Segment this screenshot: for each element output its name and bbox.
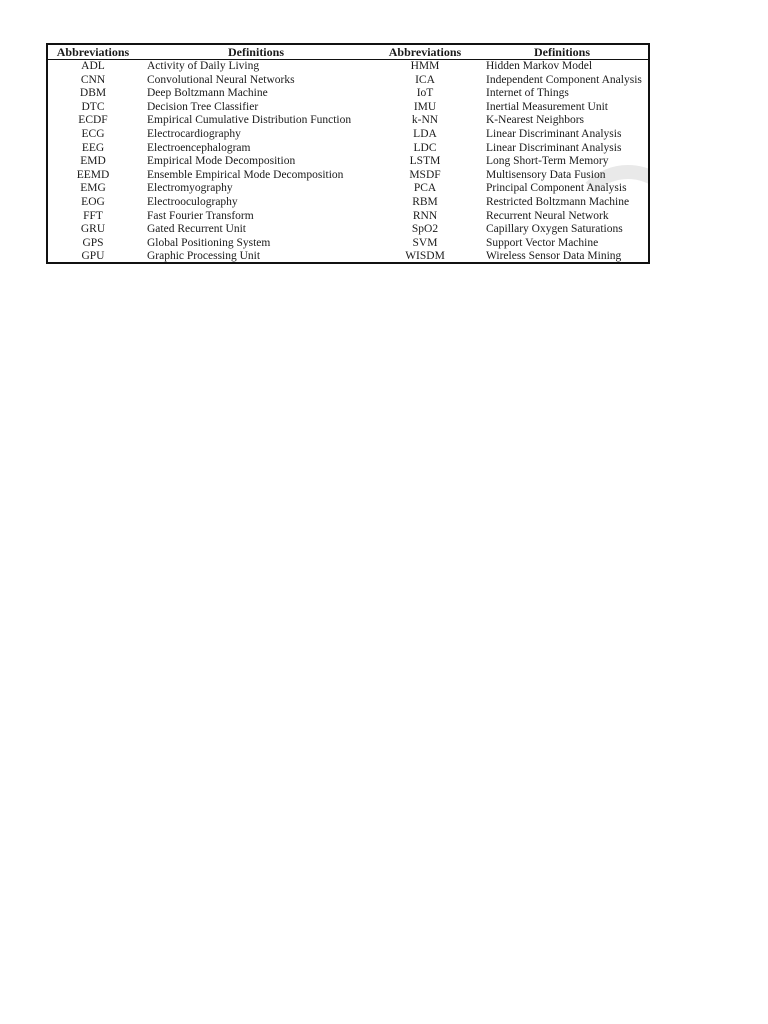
abbreviation-cell: SpO2: [411, 223, 439, 236]
table-row: [48, 210, 648, 224]
abbreviation-cell: GRU: [80, 223, 106, 236]
abbreviation-cell: EEG: [81, 141, 105, 154]
definition-cell: Electroencephalogram: [147, 141, 251, 154]
abbreviation-cell: LDA: [413, 127, 437, 140]
definition-cell: Graphic Processing Unit: [147, 250, 261, 263]
abbreviation-cell: FFT: [83, 209, 103, 222]
definition-cell: Fast Fourier Transform: [147, 209, 254, 222]
definition-cell: Convolutional Neural Networks: [147, 73, 295, 86]
definition-cell: Linear Discriminant Analysis: [486, 127, 622, 140]
table-row: [48, 155, 648, 169]
table-row: [48, 87, 648, 101]
definition-cell: Hidden Markov Model: [486, 60, 593, 72]
table-row: [48, 237, 648, 251]
table-row: [48, 250, 648, 263]
abbreviation-cell: CNN: [80, 73, 106, 86]
table-row: [48, 101, 648, 115]
definition-cell: Recurrent Neural Network: [486, 209, 609, 222]
abbreviation-cell: EOG: [81, 195, 105, 208]
abbreviation-cell: WISDM: [405, 250, 445, 263]
definition-cell: Internet of Things: [486, 87, 569, 100]
definition-cell: Principal Component Analysis: [486, 182, 627, 195]
definition-cell: Decision Tree Classifier: [147, 100, 259, 113]
definition-cell: Inertial Measurement Unit: [486, 100, 608, 113]
abbreviation-cell: IoT: [416, 87, 434, 100]
definition-cell: Long Short-Term Memory: [486, 155, 609, 168]
definition-cell: Electrocardiography: [147, 127, 241, 140]
abbreviation-cell: HMM: [410, 60, 440, 72]
abbreviation-cell: RNN: [412, 209, 438, 222]
table-row: [48, 128, 648, 142]
abbreviation-cell: ADL: [81, 60, 105, 72]
definition-cell: Empirical Mode Decomposition: [147, 155, 296, 168]
abbreviation-cell: GPU: [81, 250, 105, 263]
abbreviation-cell: SVM: [412, 236, 438, 249]
table-body: [48, 60, 648, 264]
table-row: [48, 223, 648, 237]
table-row: [48, 169, 648, 183]
table-row: [48, 114, 648, 128]
abbreviation-cell: PCA: [413, 182, 437, 195]
abbreviation-cell: RBM: [412, 195, 438, 208]
definition-cell: Deep Boltzmann Machine: [147, 87, 268, 100]
definition-cell: Gated Recurrent Unit: [147, 223, 246, 236]
header-definitions-1: Definitions: [138, 45, 374, 60]
table-row: [48, 60, 648, 74]
definition-cell: Linear Discriminant Analysis: [486, 141, 622, 154]
header-abbreviations-2: Abbreviations: [374, 45, 476, 60]
header-abbreviations-1: Abbreviations: [48, 45, 138, 60]
abbreviation-cell: GPS: [82, 236, 104, 249]
definition-cell: Wireless Sensor Data Mining: [486, 250, 622, 263]
definition-cell: Independent Component Analysis: [486, 73, 642, 86]
definition-cell: Multisensory Data Fusion: [486, 168, 606, 181]
definition-cell: Ensemble Empirical Mode Decomposition: [147, 168, 344, 181]
definition-cell: Empirical Cumulative Distribution Function: [147, 114, 352, 127]
abbreviation-cell: DTC: [81, 100, 105, 113]
abbreviation-cell: ICA: [415, 73, 435, 86]
abbreviations-table-frame: [46, 43, 650, 264]
definition-cell: Restricted Boltzmann Machine: [486, 195, 630, 208]
definition-cell: Capillary Oxygen Saturations: [486, 223, 623, 236]
definition-cell: K-Nearest Neighbors: [486, 114, 585, 127]
abbreviation-cell: ECG: [81, 127, 105, 140]
abbreviation-cell: LSTM: [409, 155, 441, 168]
definition-cell: Electrooculography: [147, 195, 238, 208]
abbreviation-cell: k-NN: [411, 114, 439, 127]
table-row: [48, 196, 648, 210]
table-row: [48, 142, 648, 156]
abbreviation-cell: IMU: [413, 100, 437, 113]
table-row: [48, 182, 648, 196]
definition-cell: Global Positioning System: [147, 236, 271, 249]
table-header-row: [48, 45, 648, 60]
table-row: [48, 74, 648, 88]
abbreviation-cell: MSDF: [409, 168, 441, 181]
header-definitions-2: Definitions: [476, 45, 648, 60]
abbreviation-cell: EEMD: [76, 168, 110, 181]
abbreviation-cell: EMG: [80, 182, 106, 195]
abbreviations-table: [48, 45, 648, 263]
definition-cell: Activity of Daily Living: [147, 60, 260, 72]
abbreviation-cell: ECDF: [78, 114, 108, 127]
definition-cell: Electromyography: [147, 182, 233, 195]
definition-cell: Support Vector Machine: [486, 236, 599, 249]
abbreviation-cell: LDC: [413, 141, 437, 154]
abbreviation-cell: EMD: [80, 155, 106, 168]
abbreviation-cell: DBM: [79, 87, 107, 100]
